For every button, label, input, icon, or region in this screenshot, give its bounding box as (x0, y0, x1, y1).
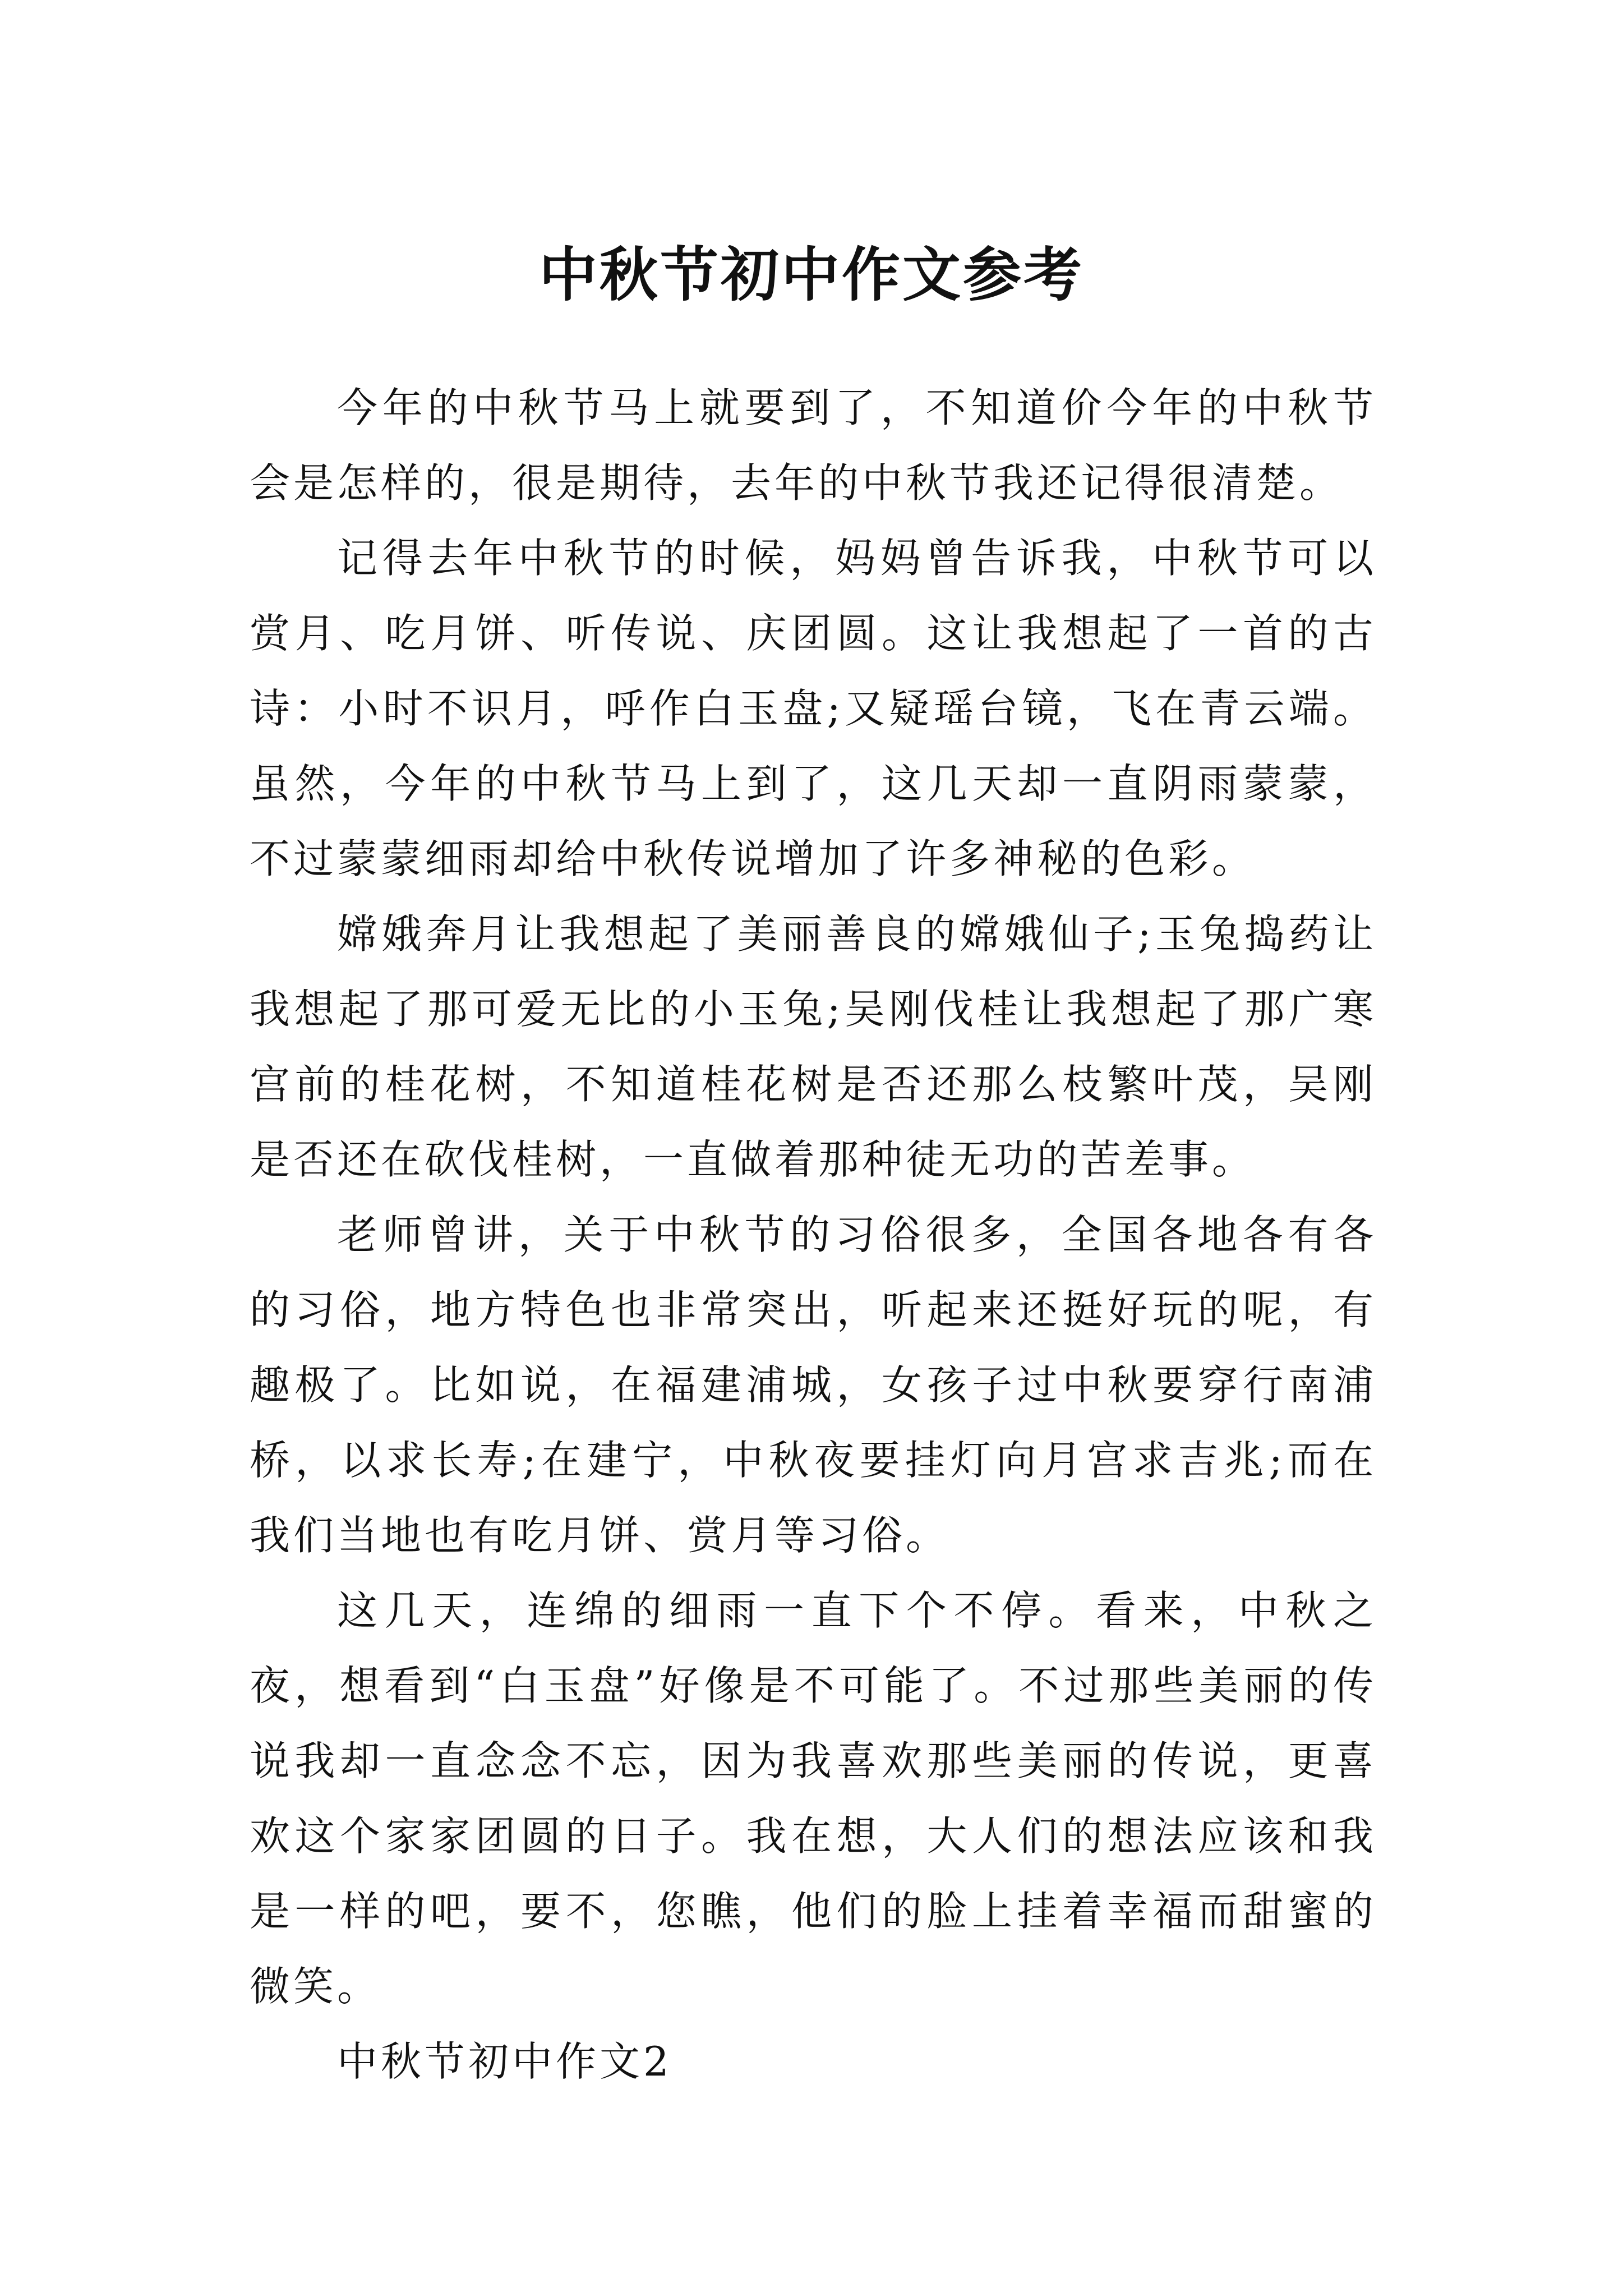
document-title: 中秋节初中作文参考 (538, 240, 1084, 309)
paragraph-5: 这几天，连绵的细雨一直下个不停。看来，中秋之夜，想看到“白玉盘”好像是不可能了。不过那些美丽的传说我却一直念念不忘，因为我喜欢那些美丽的传说，更喜欢这个家家团圆的日子。我在想，大人们的想法应该和我是一样的吧，要不，您瞧，他们的脸上挂着幸福而甜蜜的微笑。 (250, 1587, 1377, 2010)
paragraph-4: 老师曾讲，关于中秋节的习俗很多，全国各地各有各的习俗，地方特色也非常突出，听起来还挺好玩的呢，有趣极了。比如说，在福建浦城，女孩子过中秋要穿行南浦桥，以求长寿;在建宁，中秋夜要挂灯向月宫求吉兆;而在我们当地也有吃月饼、赏月等习俗。 (250, 1211, 1377, 1559)
paragraph-3: 嫦娥奔月让我想起了美丽善良的嫦娥仙子;玉兔捣药让我想起了那可爱无比的小玉兔;吴刚伐桂让我想起了那广寒宫前的桂花树，不知道桂花树是否还那么枝繁叶茂，吴刚是否还在砍伐桂树，一直做着那种徒无功的苦差事。 (250, 910, 1377, 1183)
document-body (250, 370, 1377, 2099)
paragraph-2: 记得去年中秋节的时候，妈妈曾告诉我，中秋节可以赏月、吃月饼、听传说、庆团圆。这让我想起了一首的古诗：小时不识月，呼作白玉盘;又疑瑶台镜，飞在青云端。虽然，今年的中秋节马上到了，这几天却一直阴雨蒙蒙，不过蒙蒙细雨却给中秋传说增加了许多神秘的色彩。 (250, 535, 1377, 882)
paragraph-1: 今年的中秋节马上就要到了，不知道价今年的中秋节会是怎样的，很是期待，去年的中秋节我还记得很清楚。 (250, 384, 1377, 507)
section-heading-2: 中秋节初中作文2 (337, 2038, 672, 2085)
